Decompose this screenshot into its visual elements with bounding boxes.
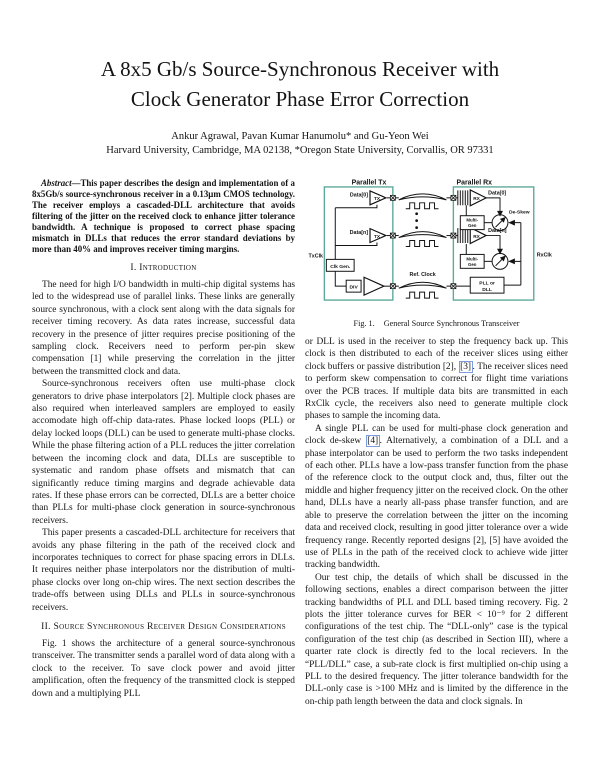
author-list: Ankur Agrawal, Pavan Kumar Hanumolu* and Gu-Yeon Wei — [171, 131, 429, 142]
abstract-text: —This paper describes the design and implementation of a 8x5Gb/s source-synchronous receiver in a 0.13μm CMOS technology. The receiver employs a cascaded-DLL architecture that avoids filtering of the jitter on the received clock to enhance jitter tolerance bandwidth. A technique is proposed to correct phase spacing mismatch in DLLs that reduces the error standard deviations by more than 40% and improves receiver timing margins. — [32, 178, 295, 254]
fig-div-label: DIV — [349, 285, 358, 291]
fig-multigen2-label-l2: Gen — [467, 261, 477, 267]
paragraph-design-4: Our test chip, the details of which shall be discussed in the following sections, enables a direct comparison between the jitter tracking bandwidths of PLL and DLL based timing recovery. Fig. 2 plots the jitter tolerance curves for BER < 10⁻⁹ for 2 different configurations of the test chip. The “DLL-only” case is the typical configuration of the test chip (as described in Section III), where a quarter rate clock is directly fed to the local recievers. In the “PLL/DLL” case, a sub-rate clock is first multiplied on-chip using a PLL to the desired frequency. The jitter tolerance bandwidth for the DLL-only case is >100 MHz and is limited by the difference in the on-chip path length between the data and clock signals. In — [305, 572, 568, 707]
fig-datan-out-label: Data[n] — [488, 228, 507, 235]
fig-blocks — [326, 216, 504, 293]
fig-clkgen-label: Clk Gen. — [330, 264, 351, 270]
paragraph-intro-3: This paper presents a cascaded-DLL architecture for receivers that avoids any phase filtering in the path of the received clock and incorporates techniques to correct for phase spacing errors in DLLs. It requires neither phase interpolators nor the distribution of multi-phase clocks over long on-chip wires. The next section describes the trade-offs between using DLLs and PLLs in source-synchronous receivers. — [32, 528, 295, 613]
figure1-caption-text: General Source Synchronous Transceiver — [383, 319, 520, 328]
paragraph-design-2 — [305, 336, 568, 423]
fig-txclk-label: TxClk — [308, 253, 324, 260]
paragraph-design-3-text-b: . Alternatively, a combination of a DLL and a phase interpolator can be used to perform the two tasks independent of each other. PLLs have a low-pass transfer function from the phase of the reference clock to the output clock and, thus, filter out the middle and higher frequency jitter on the received clock. On the other hand, DLLs have a nearly all-pass phase transfer function, and are able to preserve the correlation between the jitter on the incoming data and received clock, resulting in good jitter tolerance over a wide frequency range. Recently reported designs [2], [5] have avoided the use of PLLs in the path of the received clock to achieve wide jitter tracking bandwidth. — [305, 436, 569, 571]
paragraph-design-3 — [305, 423, 568, 572]
paper-title — [32, 54, 568, 114]
paper-title-line2: Clock Generator Phase Error Correction — [130, 87, 470, 111]
figure1-caption-number: Fig. 1. — [353, 319, 375, 328]
fig-data0-in-label: Data[0] — [349, 192, 369, 199]
fig-deskew-label: De-Skew — [508, 210, 530, 216]
section-heading-design-considerations: II. Source Synchronous Receiver Design Considerations — [41, 620, 286, 632]
section-heading-introduction: I. Introduction — [130, 262, 197, 273]
fig-rxclk-label: RxClk — [536, 252, 552, 259]
abstract-label: Abstract — [41, 178, 72, 188]
fig-multigen1-label-l2: Gen — [467, 223, 477, 229]
paragraph-design-2-text-b: . The receiver slices need to perform skew compensation to correct for flight time variations over the PCB traces. If multiple data bits are transmitted in each RxClk cycle, the receivers also need to generate multiple clock phases to sample the incoming data. — [305, 361, 568, 422]
abstract — [32, 178, 295, 255]
fig-parallel-rx-label: Parallel Rx — [456, 179, 492, 187]
figure1-diagram — [305, 178, 568, 309]
fig-refclock-label: Ref. Clock — [409, 271, 436, 278]
paragraph-intro-2: Source-synchronous receivers often use multi-phase clock generators to drive phase interpolators [2]. Multiple clock phases are also required when interleaved samplers are employed to easily accomodate high off-chip data-rates. Phase locked loops (PLL) or delay locked loops (DLL) can be used to generate multi-phase clocks. While the phase filtering action of a PLL reduces the jitter correlation between the incoming clock and data, DLLs are susceptible to systematic and random phase offsets and mismatch that can significantly reduce timing margins and degrade achievable data rates. If these phase errors can be corrected, DLLs are a better choice than PLLs for multi-phase clock generation in source-synchronous receivers. — [32, 379, 295, 526]
right-column — [305, 178, 568, 708]
paragraph-design-3-text-a: A single PLL can be used for multi-phase clock generation and clock de-skew — [305, 423, 568, 447]
paragraph-design-2-text-a: or DLL is used in the receiver to step the frequency back up. This clock is then distributed to each of the receiver slices using either clock buffers or passive distribution [2], — [305, 337, 568, 372]
paper-title-line1: A 8x5 Gb/s Source-Synchronous Receiver with — [100, 57, 500, 81]
fig-tx1-label: TX — [373, 197, 381, 203]
two-column-body — [32, 178, 568, 708]
fig-multigen1-label-l1: Multi- — [466, 217, 479, 223]
figure1-caption — [305, 319, 568, 329]
left-column — [32, 178, 295, 708]
fig-parallel-tx-label: Parallel Tx — [351, 179, 387, 187]
fig-tx2-label: TX — [373, 234, 381, 240]
fig-datan-in-label: Data[n] — [349, 230, 369, 237]
fig-rx2-label: RX — [473, 234, 480, 240]
figure1 — [305, 178, 568, 329]
fig-ellipsis-dots — [415, 212, 418, 229]
fig-data0-out-label: Data[0] — [488, 190, 507, 197]
affiliation: Harvard University, Cambridge, MA 02138, *Oregon State University, Corvallis, OR 97331 — [106, 145, 494, 156]
citation-link-3[interactable]: [3] — [460, 361, 472, 372]
fig-pll-label-l2: DLL — [482, 287, 492, 293]
fig-rx1-label: RX — [473, 197, 480, 203]
paragraph-design-1: Fig. 1 shows the architecture of a general source-synchronous transceiver. The transmitter sends a parallel word of data along with a clock to the receiver. To save clock power and avoid jitter amplification, often the frequency of the transmitted clock is stepped down and a multiplying PLL — [32, 638, 295, 699]
citation-link-4[interactable]: [4] — [367, 436, 379, 447]
fig-multigen2-label-l1: Multi- — [466, 256, 479, 262]
fig-pll-label-l1: PLL or — [479, 281, 495, 287]
paragraph-intro-1: The need for high I/O bandwidth in multi-chip digital systems has led to the widespread use of parallel links. These links are generally source synchronous, with a clock sent along with the data signals for receiver timing recovery. As data rates increase, successful data recovery in the presence of jitter requires precise positioning of the sampling clock. Receivers need to perform per-pin skew compensation [1] while preserving the correlation in the jitter between the transmitted clock and data. — [32, 280, 295, 377]
